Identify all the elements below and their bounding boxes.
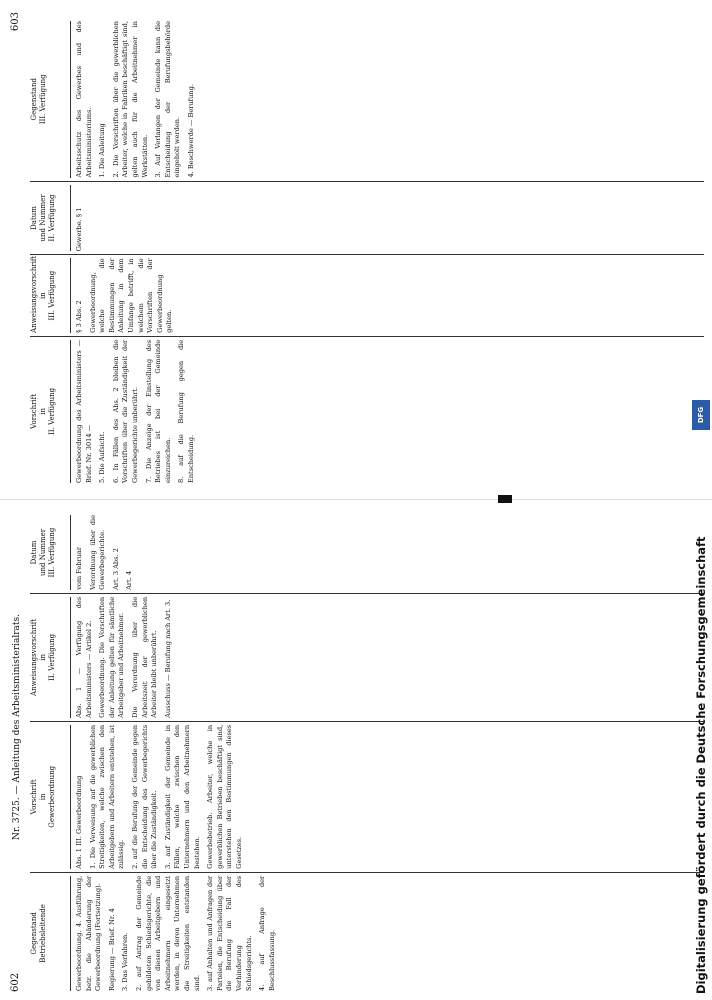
column-paragraph: § 3 Abs. 2 — [75, 300, 83, 333]
column-header: Datum und Nummer III. Verfügung — [30, 515, 71, 590]
column-paragraph: Art. 4 — [125, 570, 134, 590]
column-paragraph: 1. Die Anleitung — [98, 123, 107, 178]
right-column — [30, 18, 704, 181]
column-paragraph: 2. auf die Berufung der Gemeinde gegen die Entscheidung des Gewerbegerichts über die Zuständigkeit. — [130, 724, 159, 869]
column-header: Vorschrift in II. Verfügung — [30, 340, 71, 483]
column-paragraph: Gewerbeordnung. 4. Ausführung, betr. die Abänderung der Gewerbeordnung (Fortsetzung). — [75, 875, 103, 991]
column-paragraph: Gewerbebetrieb. Arbeiter, welche in gewerblichen Betrieben beschäftigt sind, unterstehen den Bestimmungen dieses Gesetzes. — [206, 724, 243, 869]
column-paragraph: Ausschuss — Berufung nach Art. 3. — [163, 599, 172, 718]
running-head: Nr. 3725. — Anleitung des Arbeitsministerialrats. — [12, 613, 22, 840]
column-header: Vorschrift in Gewerbeordnung — [30, 725, 71, 869]
right-page — [30, 18, 704, 486]
column-header: Anweisungsvorschrift in III. Verfügung — [30, 258, 71, 332]
column-paragraph: 2. Die Vorschriften über die gewerblichen Arbeiter, welche in Fabriken beschäftigt sind, gelten auch für die Arbeitnehmer in Werkstätten. — [111, 21, 149, 178]
column-paragraph: Gewerbe. § 1 — [75, 207, 83, 252]
column-paragraph: Gewerbeordnung. Die Vorschriften der Anleitung gelten für sämtliche Arbeitgeber und Arbeitnehmer. — [98, 596, 126, 718]
column-paragraph: Arbeitsschutz des Gewerbes und des Arbeitsministeriums. — [75, 21, 93, 178]
column-paragraph: Abs. 1 — Verfügung des Arbeitsministers — Artikel 2. — [75, 596, 93, 718]
column-paragraph: 2. auf Antrag der Gemeinde gebildeten Schiedsgerichte, die von diesen Arbeitgebern und Arbeitnehmern eingesetzt werden, in deren Unternehmen die Streitigkeiten entstanden sind. — [134, 875, 201, 991]
dfg-logo: DFG — [692, 400, 710, 430]
column-paragraph: Verordnung über die Gewerbegerichte. — [88, 515, 107, 590]
digitization-notice: Digitalisierung gefördert durch die Deutsche Forschungsgemeinschaft — [694, 536, 708, 994]
column-paragraph: 4. Beschwerde — Berufung. — [186, 84, 195, 178]
right-column — [30, 336, 704, 486]
page-fold — [0, 499, 712, 500]
left-column — [30, 593, 704, 721]
column-paragraph: 3. auf Zuständigkeit der Gemeinde in Fällen, welche zwischen den Unternehmern und den Arbeitnehmern bestehen. — [163, 724, 201, 869]
column-header: Datum und Nummer II. Verfügung — [30, 185, 71, 252]
column-paragraph: Die Verordnung über die Arbeitszeit der gewerblichen Arbeiter bleibt unberührt. — [130, 596, 159, 718]
column-paragraph: 1. Die Verweisung auf die gewerblichen Streitigkeiten, welche zwischen den Arbeitgebern und Arbeitern entstehen, ist zulässig. — [88, 724, 126, 869]
column-paragraph: Abs. 1 III. Gewerbeordnung — [75, 775, 83, 869]
column-paragraph: 5. Die Aufsicht. — [98, 431, 107, 483]
column-header: Anweisungsvorschrift in II. Verfügung — [30, 597, 71, 718]
page-number-right: 603 — [10, 12, 21, 32]
page-number-left: 602 — [10, 972, 21, 992]
column-paragraph: Gewerbeordnung, welche die Bestimmungen der Anleitung in dem Umfange betrifft, in welchem die Vorschriften der Gewerbeordnung gelten. — [88, 258, 174, 333]
column-paragraph: Regierung — Brief. Nr. 4 — [107, 908, 116, 991]
left-page — [30, 512, 704, 994]
column-paragraph: vom Februar — [75, 547, 83, 590]
column-paragraph: 6. In Fällen des Abs. 2 bleiben die Vorschriften über die Zuständigkeit der Gewerbegerichte unberührt. — [111, 339, 139, 483]
left-column — [30, 872, 704, 994]
right-column — [30, 181, 704, 255]
column-paragraph: 3. auf Anhalten und Anfragen der Parteien, die Entscheidung über die Berufung im Fall der Verhinderung des Schiedsgerichts. — [206, 875, 253, 991]
left-column — [30, 721, 704, 872]
left-column — [30, 512, 704, 593]
column-paragraph: Gewerbeordnung des Arbeitsministers — Brief. Nr. 3014 — — [75, 339, 93, 483]
column-paragraph: 8. auf die Berufung gegen die Entscheidung. — [177, 339, 195, 483]
column-header: Gegenstand Betriebsleitende — [30, 876, 71, 991]
column-paragraph: Art. 3 Abs. 2 — [111, 548, 120, 590]
column-paragraph: 3. Das Verfahren. — [121, 932, 130, 991]
column-paragraph: 4. auf Anfrage der Beschlussfassung. — [258, 875, 276, 991]
scan-marker — [498, 495, 512, 503]
column-paragraph: 3. Auf Verlangen der Gemeinde kann die Entscheidung der Berufungsbehörde eingeholt werden. — [154, 21, 182, 178]
column-paragraph: 7. Die Anzeige der Einstellung des Betriebes ist bei der Gemeinde einzureichen. — [144, 339, 172, 483]
right-column — [30, 254, 704, 335]
column-header: Gegenstand III. Verfügung — [30, 21, 71, 178]
